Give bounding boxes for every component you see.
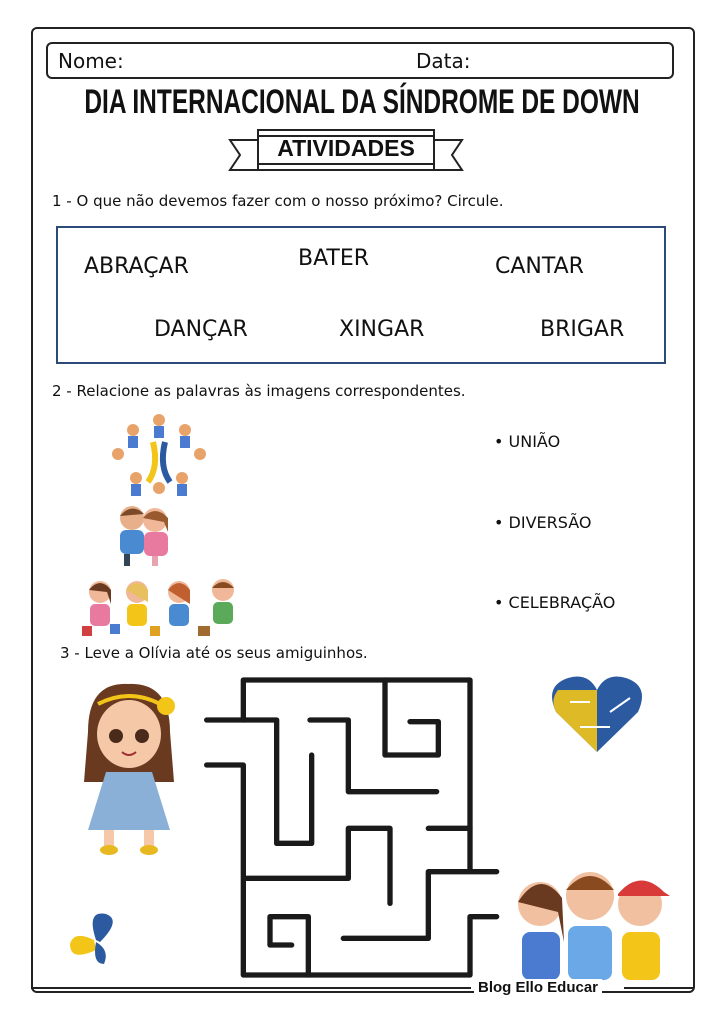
- friends-children-image: [508, 862, 670, 980]
- olivia-girl-image: [78, 682, 180, 858]
- option-celebracao[interactable]: • CELEBRAÇÃO: [494, 593, 616, 612]
- footer-credit: Blog Ello Educar: [474, 979, 602, 996]
- word-option[interactable]: XINGAR: [339, 317, 425, 342]
- word-option[interactable]: CANTAR: [495, 254, 584, 279]
- question-2: 2 - Relacione as palavras às imagens correspondentes.: [52, 382, 466, 400]
- word-option[interactable]: ABRAÇAR: [84, 254, 189, 279]
- question-1: 1 - O que não devemos fazer com o nosso próximo? Circule.: [52, 192, 504, 210]
- maze[interactable]: [200, 670, 510, 990]
- children-circle-ribbon-image: [108, 412, 210, 500]
- footer-rule-left: [31, 987, 471, 989]
- banner-label: ATIVIDADES: [277, 135, 415, 161]
- option-diversao[interactable]: • DIVERSÃO: [494, 513, 592, 532]
- word-option[interactable]: DANÇAR: [154, 317, 248, 342]
- name-label: Nome:: [58, 49, 124, 73]
- puzzle-heart-icon: [550, 672, 644, 754]
- page-title: DIA INTERNACIONAL DA SÍNDROME DE DOWN: [84, 83, 640, 121]
- butterfly-icon: [66, 910, 124, 968]
- option-uniao[interactable]: • UNIÃO: [494, 432, 561, 451]
- word-box: [56, 226, 666, 364]
- footer-rule-right: [624, 987, 693, 989]
- children-hugging-image: [112, 502, 174, 568]
- children-playing-image: [80, 576, 242, 638]
- word-option[interactable]: BATER: [298, 246, 370, 271]
- question-3: 3 - Leve a Olívia até os seus amiguinhos.: [60, 644, 368, 662]
- date-label: Data:: [416, 49, 471, 73]
- name-date-box: [46, 42, 674, 79]
- page-title-container: [30, 82, 694, 124]
- word-option[interactable]: BRIGAR: [540, 317, 625, 342]
